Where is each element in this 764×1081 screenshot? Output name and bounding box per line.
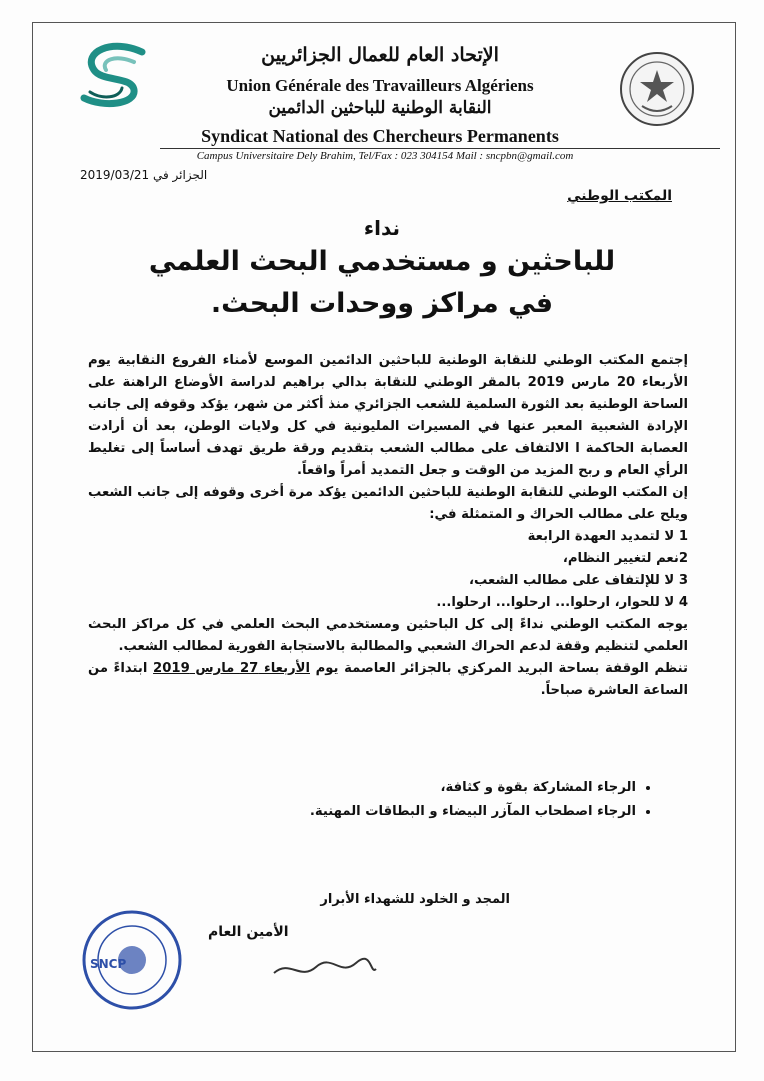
union-seal-icon [618, 50, 696, 128]
demand-item: 1 لا لتمديد العهدة الرابعة [527, 529, 688, 544]
issuing-office: المكتب الوطني [567, 188, 672, 204]
document-date: الجزائر في 2019/03/21 [80, 168, 208, 182]
signatory-title: الأمين العام [208, 924, 289, 940]
call-heading: نداء [363, 216, 401, 240]
location-text: تنظم الوقفة بساحة البريد المركزي بالجزائر العاصمة يوم [309, 661, 688, 676]
demand-item: 2نعم لتغيير النظام، [562, 551, 688, 566]
syndicate-name-french: Syndicat National des Chercheurs Permanents [201, 126, 559, 146]
official-stamp-icon [80, 908, 184, 1012]
stamp-label: SNCP [90, 957, 127, 971]
contact-line: Campus Universitaire Dely Brahim, Tel/Fax : 023 304154 Mail : sncpbn@gmail.com [196, 150, 574, 162]
letter-body [88, 350, 688, 702]
syndicate-name-arabic: النقابة الوطنية للباحثين الدائمين [268, 98, 492, 118]
paragraph-meeting: إجتمع المكتب الوطني للنقابة الوطنية للباحثين الدائمين الموسع لأمناء الفروع النقابية يوم الأربعاء 20 مارس 2019 بالمقر الوطني للنقابة بدالي براهيم لدراسة الأوضاع الراهنة على الساحة الوطنية بعد الثورة السلمية للشعب الجزائري منذ أكثر من شهر، يؤكد وقوفه إلى جانب الإرادة الشعبية المعبر عنها في المسيرات المليونية في كل ولايات الوطن، بعد أن أرادت العصابة الحاكمة ا الالتفاف على مطالب الشعب بتقديم ورقة طريق تهدف أساساً إلى تغليط الرأي العام و ربح المزيد من الوقت و جعل التمديد أمراً واقعاً. [88, 353, 689, 478]
union-name-arabic: الإتحاد العام للعمال الجزائريين [261, 44, 499, 66]
union-name-french: Union Générale des Travailleurs Algériens [226, 76, 534, 95]
title-line-2: في مراكز ووحدات البحث. [210, 288, 554, 319]
demand-item: 3 لا للإلتفاف على مطالب الشعب، [469, 573, 688, 588]
instruction-item: • الرجاء اصطحاب المآزر البيضاء و البطاقات المهنية. [88, 800, 636, 824]
paragraph-location [88, 658, 688, 702]
instruction-item: • الرجاء المشاركة بقوة و كثافة، [88, 776, 636, 800]
instructions-list [88, 776, 654, 824]
time-text: ابتداءً من الساعة العاشرة صباحاً. [88, 661, 688, 698]
event-date: الأربعاء 27 مارس 2019 [153, 661, 310, 676]
handwritten-signature-icon [270, 955, 380, 983]
union-logo-icon [72, 42, 152, 112]
closing-salutation: المجد و الخلود للشهداء الأبرار [320, 892, 510, 907]
header-divider [160, 148, 720, 149]
paragraph-call-to-action: يوجه المكتب الوطني نداءً إلى كل الباحثين ومستخدمي البحث العلمي في كل مراكز البحث العلمي لتنظيم وقفة لدعم الحراك الشعبي والمطالبة بالاستجابة الفورية لمطالب الشعب. [88, 617, 688, 654]
title-line-1: للباحثين و مستخدمي البحث العلمي [148, 246, 616, 277]
paragraph-support: إن المكتب الوطني للنقابة الوطنية للباحثين الدائمين يؤكد مرة أخرى وقوفه إلى جانب الشعب ويلح على مطالب الحراك و المتمثلة في: [88, 485, 688, 522]
demand-item: 4 لا للحوار، ارحلوا... ارحلوا... ارحلوا... [436, 595, 688, 610]
